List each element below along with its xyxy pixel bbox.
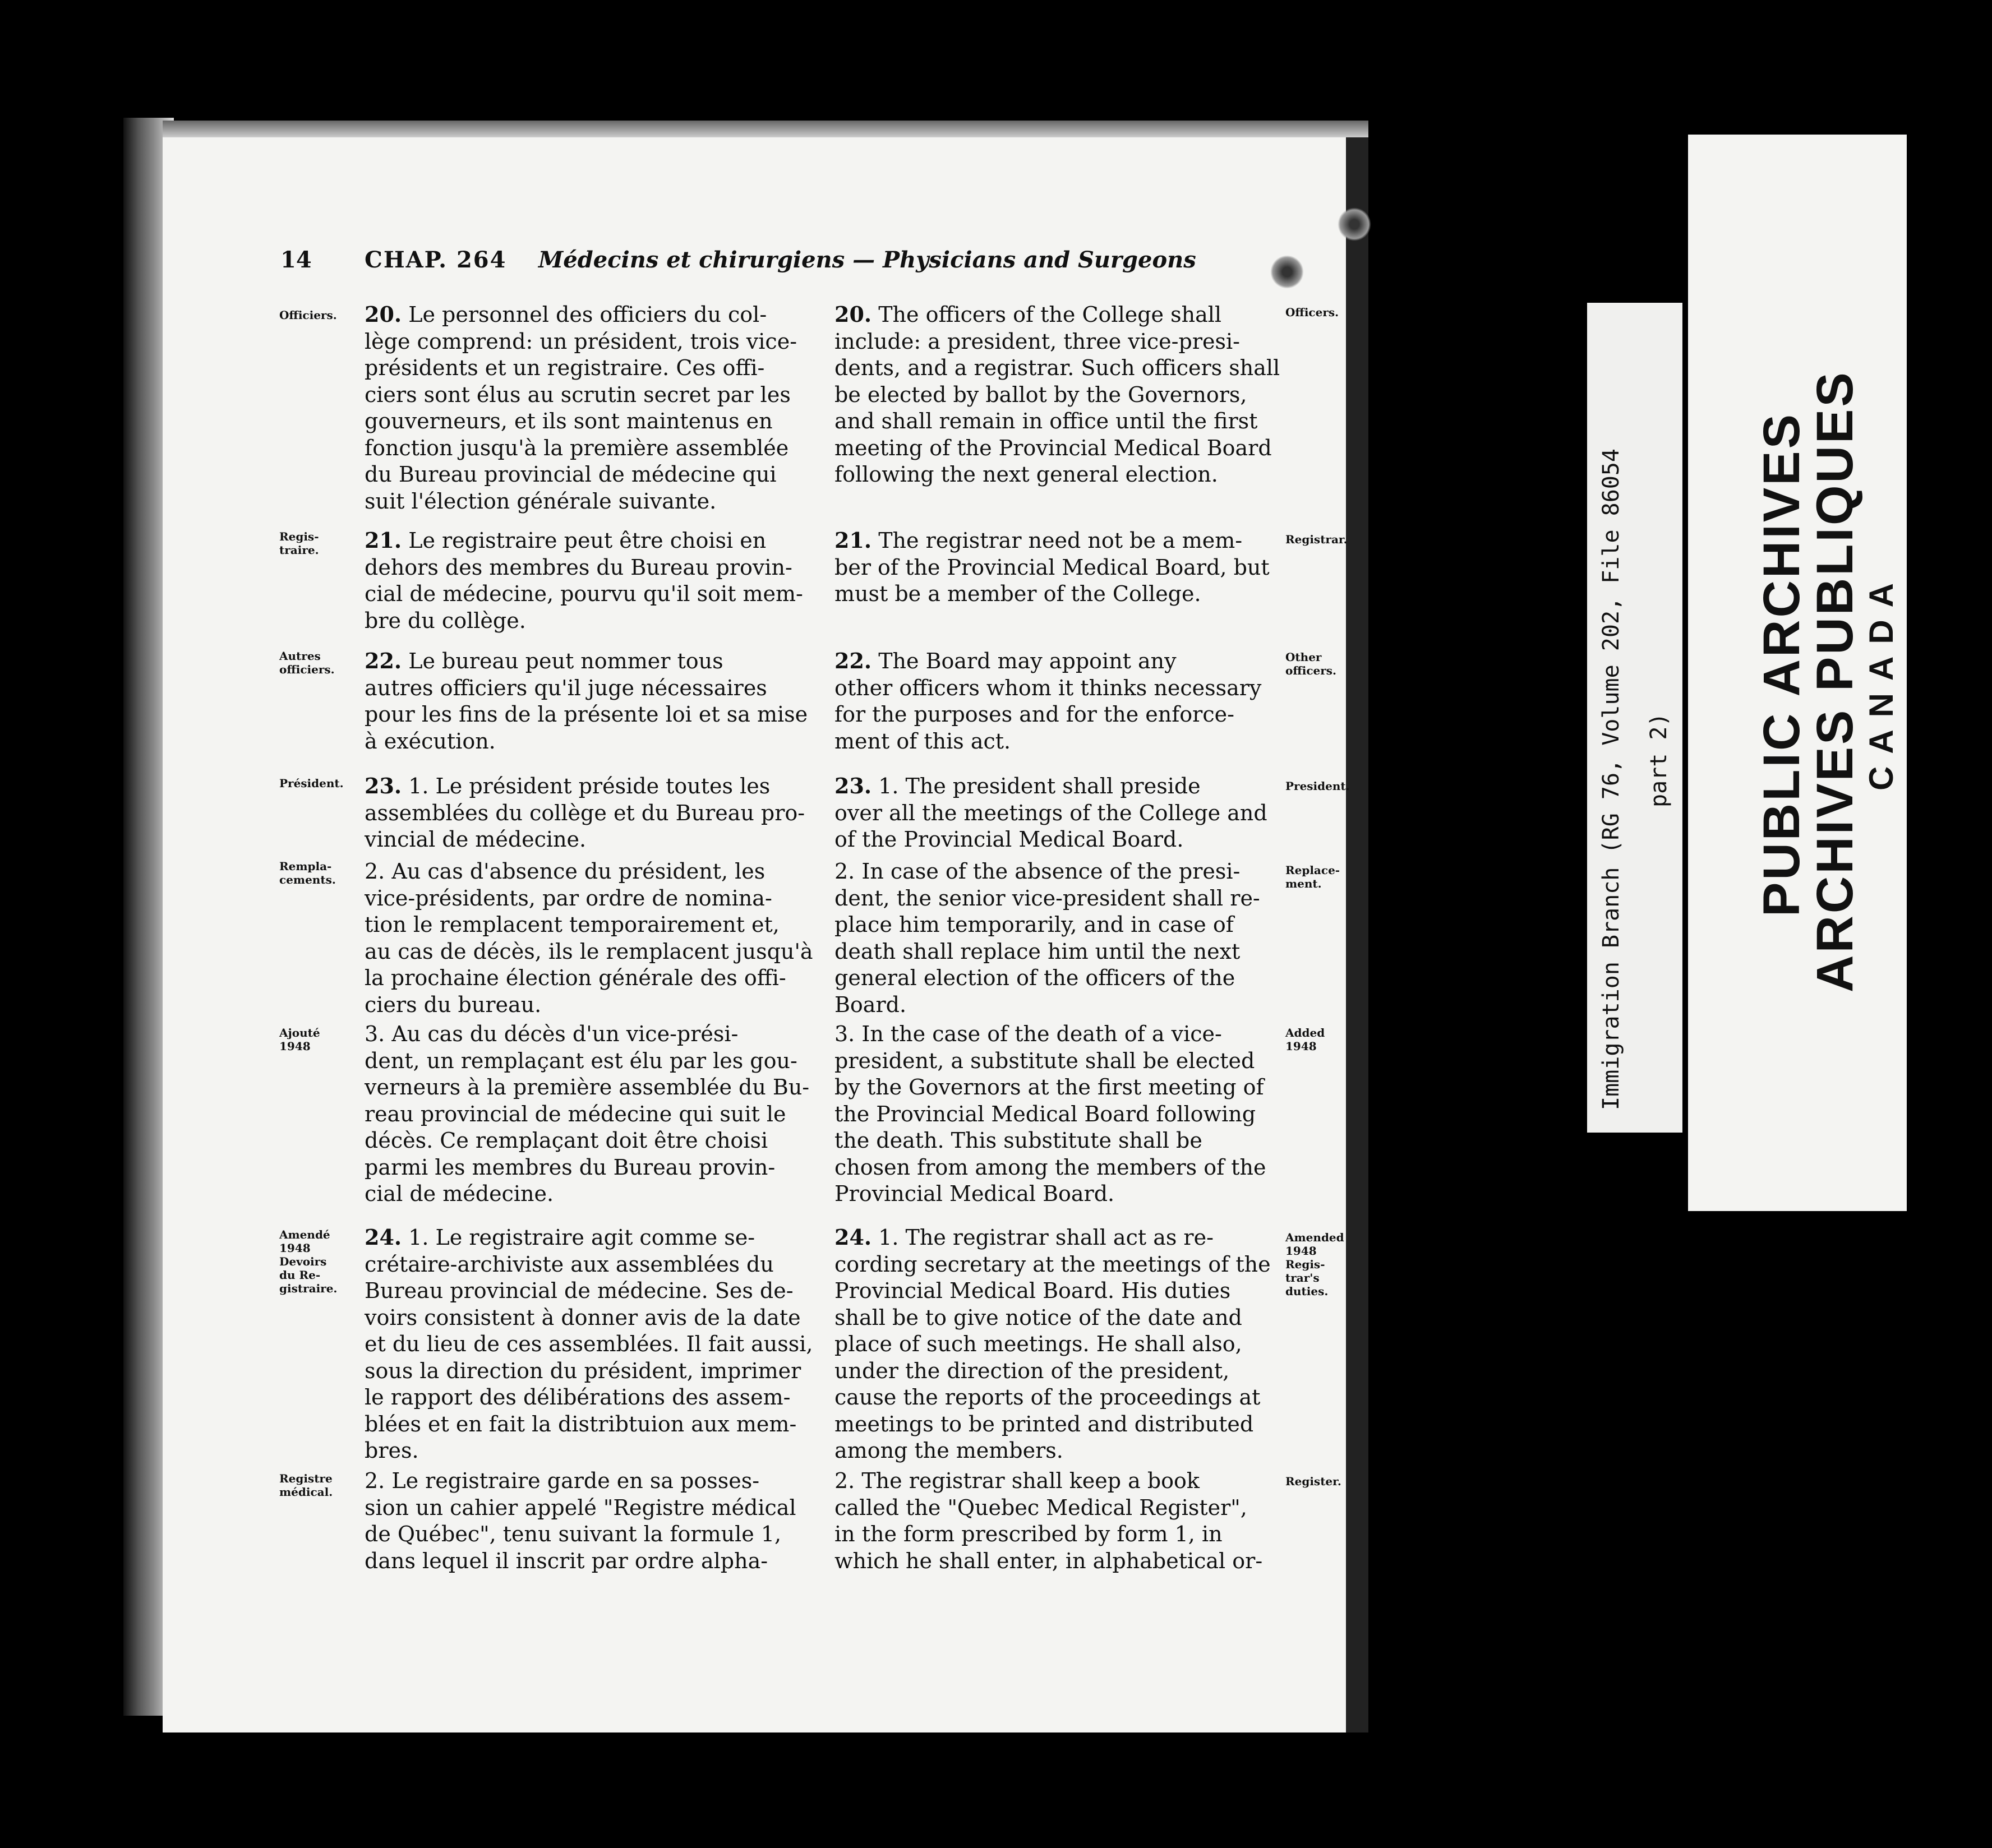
section-number: 21. xyxy=(834,528,872,553)
paragraph-text: 1. Le registraire agit comme se- crétaire-archiviste aux assemblées du Bureau provincial de médecine. Ses de- voirs consistent à donner avis de la date et du lieu de ces assemblées. Il fait aussi, sous la direction du président, imprimer le rapport des délibérations des assem- blées et en fait la distribtuion aux mem- bres. xyxy=(365,1225,813,1463)
french-paragraph xyxy=(365,1224,813,1464)
paragraph-text: 1. The registrar shall act as re- cording secretary at the meetings of the Provincial Medical Board. His duties shall be to give notice of the date and place of such meetings. He shall also, under the direction of the president, cause the reports of the proceedings at meetings to be printed and distributed among the members. xyxy=(834,1225,1271,1463)
section-number: 20. xyxy=(834,302,872,327)
paragraph-text: 2. Au cas d'absence du président, les vice-présidents, par ordre de nomina- tion le remplacent temporairement et, au cas de décès, ils le remplacent jusqu'à la prochaine élection générale des offi- ciers du bureau. xyxy=(365,859,813,1017)
english-paragraph xyxy=(834,1020,1266,1208)
margin-note-right: Replace- ment. xyxy=(1285,863,1340,890)
paragraph-text: 3. In the case of the death of a vice- president, a substitute shall be elected by the Governors at the first meeting of the Provincial Medical Board following the death. This substitute shall be chosen from among the members of the Provincial Medical Board. xyxy=(834,1022,1266,1206)
english-paragraph xyxy=(834,773,1267,853)
paragraph-text: 3. Au cas du décès d'un vice-prési- dent, un remplaçant est élu par les gou- verneurs à la première assemblée du Bu- reau provincial de médecine qui suit le décès. Ce remplaçant doit être choisi parmi les membres du Bureau provin- cial de médecine. xyxy=(365,1022,810,1206)
margin-note-right: Officers. xyxy=(1285,306,1339,319)
ink-blot xyxy=(1338,207,1371,241)
margin-note-right: Added 1948 xyxy=(1285,1026,1325,1053)
english-paragraph xyxy=(834,858,1260,1018)
margin-note-right: Other officers. xyxy=(1285,650,1337,677)
section-number: 20. xyxy=(365,302,402,327)
stamp-line-public-archives: PUBLIC ARCHIVES xyxy=(1753,412,1810,917)
english-paragraph xyxy=(834,1467,1262,1574)
margin-note-right: President. xyxy=(1285,779,1350,793)
english-paragraph xyxy=(834,648,1261,755)
page-number: 14 xyxy=(280,247,312,273)
margin-note-left: Regis- traire. xyxy=(279,530,319,557)
section-number: 22. xyxy=(834,648,872,673)
french-paragraph xyxy=(365,301,797,515)
section-number: 24. xyxy=(834,1225,872,1250)
french-paragraph xyxy=(365,858,813,1018)
file-reference-line1: Immigration Branch (RG 76, Volume 202, File 86054 xyxy=(1598,448,1624,1110)
paragraph-text: The officers of the College shall include: a president, three vice-presi- dents, and a registrar. Such officers shall be elected by ballot by the Governors, and shall remain in office until the first meeting of the Provincial Medical Board following the next general election. xyxy=(834,302,1280,487)
archive-file-label xyxy=(1587,303,1682,1133)
english-paragraph xyxy=(834,301,1280,488)
paragraph-text: The Board may appoint any other officers whom it thinks necessary for the purposes and for the enforce- ment of this act. xyxy=(834,649,1262,754)
margin-note-left: Registre médical. xyxy=(279,1472,333,1499)
french-paragraph xyxy=(365,527,803,634)
paragraph-text: 2. Le registraire garde en sa posses- sion un cahier appelé "Registre médical de Québec", tenu suivant la formule 1, dans lequel il inscrit par ordre alpha- xyxy=(365,1468,796,1573)
paragraph-text: 2. The registrar shall keep a book called the "Quebec Medical Register", in the form prescribed by form 1, in which he shall enter, in alphabetical or- xyxy=(834,1468,1263,1573)
english-paragraph xyxy=(834,1224,1271,1464)
section-number: 23. xyxy=(365,773,402,798)
paragraph-text: Le registraire peut être choisi en dehors des membres du Bureau provin- cial de médecine, pourvu qu'il soit mem- bre du collège. xyxy=(365,528,803,633)
paragraph-text: The registrar need not be a mem- ber of the Provincial Medical Board, but must be a member of the College. xyxy=(834,528,1270,606)
paragraph-text: Le personnel des officiers du col- lège comprend: un président, trois vice- présidents et un registraire. Ces offi- ciers sont élus au scrutin secret par les gouverneurs, et ils sont maintenus en fonction jusqu'à la première assemblée du Bureau provincial de médecine qui suit l'élection générale suivante. xyxy=(365,302,797,514)
section-number: 22. xyxy=(365,648,402,673)
page-title: Médecins et chirurgiens — Physicians and Surgeons xyxy=(538,247,1196,273)
section-number: 24. xyxy=(365,1225,402,1250)
margin-note-left: Officiers. xyxy=(279,308,337,322)
french-paragraph xyxy=(365,1020,809,1208)
french-paragraph xyxy=(365,773,805,853)
margin-note-left: Autres officiers. xyxy=(279,649,335,676)
margin-note-right: Registrar. xyxy=(1285,533,1348,546)
margin-note-left: Président. xyxy=(279,777,344,790)
french-paragraph xyxy=(365,648,808,755)
stamp-line-canada: CANADA xyxy=(1862,571,1900,791)
section-number: 23. xyxy=(834,773,872,798)
paragraph-text: 1. The president shall preside over all the meetings of the College and of the Provincial Medical Board. xyxy=(834,774,1267,852)
section-number: 21. xyxy=(365,528,402,553)
french-paragraph xyxy=(365,1467,796,1574)
margin-note-left: Amendé 1948 Devoirs du Re- gistraire. xyxy=(279,1228,338,1295)
paragraph-text: 1. Le président préside toutes les assemblées du collège et du Bureau pro- vincial de médecine. xyxy=(365,774,805,852)
archive-stamp-card xyxy=(1688,135,1907,1211)
margin-note-left: Ajouté 1948 xyxy=(279,1026,320,1053)
english-paragraph xyxy=(834,527,1270,608)
chapter-label: CHAP. 264 xyxy=(365,247,507,273)
ink-blot xyxy=(1270,255,1304,289)
margin-note-right: Amended 1948 Regis- trar's duties. xyxy=(1285,1231,1344,1298)
paragraph-text: Le bureau peut nommer tous autres officiers qu'il juge nécessaires pour les fins de la présente loi et sa mise à exécution. xyxy=(365,649,808,754)
margin-note-right: Register. xyxy=(1285,1475,1341,1488)
page-top-edge xyxy=(163,121,1368,137)
margin-note-left: Rempla- cements. xyxy=(279,860,336,886)
file-reference-line2: part 2) xyxy=(1646,713,1672,807)
stamp-line-archives-publiques: ARCHIVES PUBLIQUES xyxy=(1806,370,1864,992)
paragraph-text: 2. In case of the absence of the presi- dent, the senior vice-president shall re- place him temporarily, and in case of death shall replace him until the next general election of the officers of the Board. xyxy=(834,859,1260,1017)
